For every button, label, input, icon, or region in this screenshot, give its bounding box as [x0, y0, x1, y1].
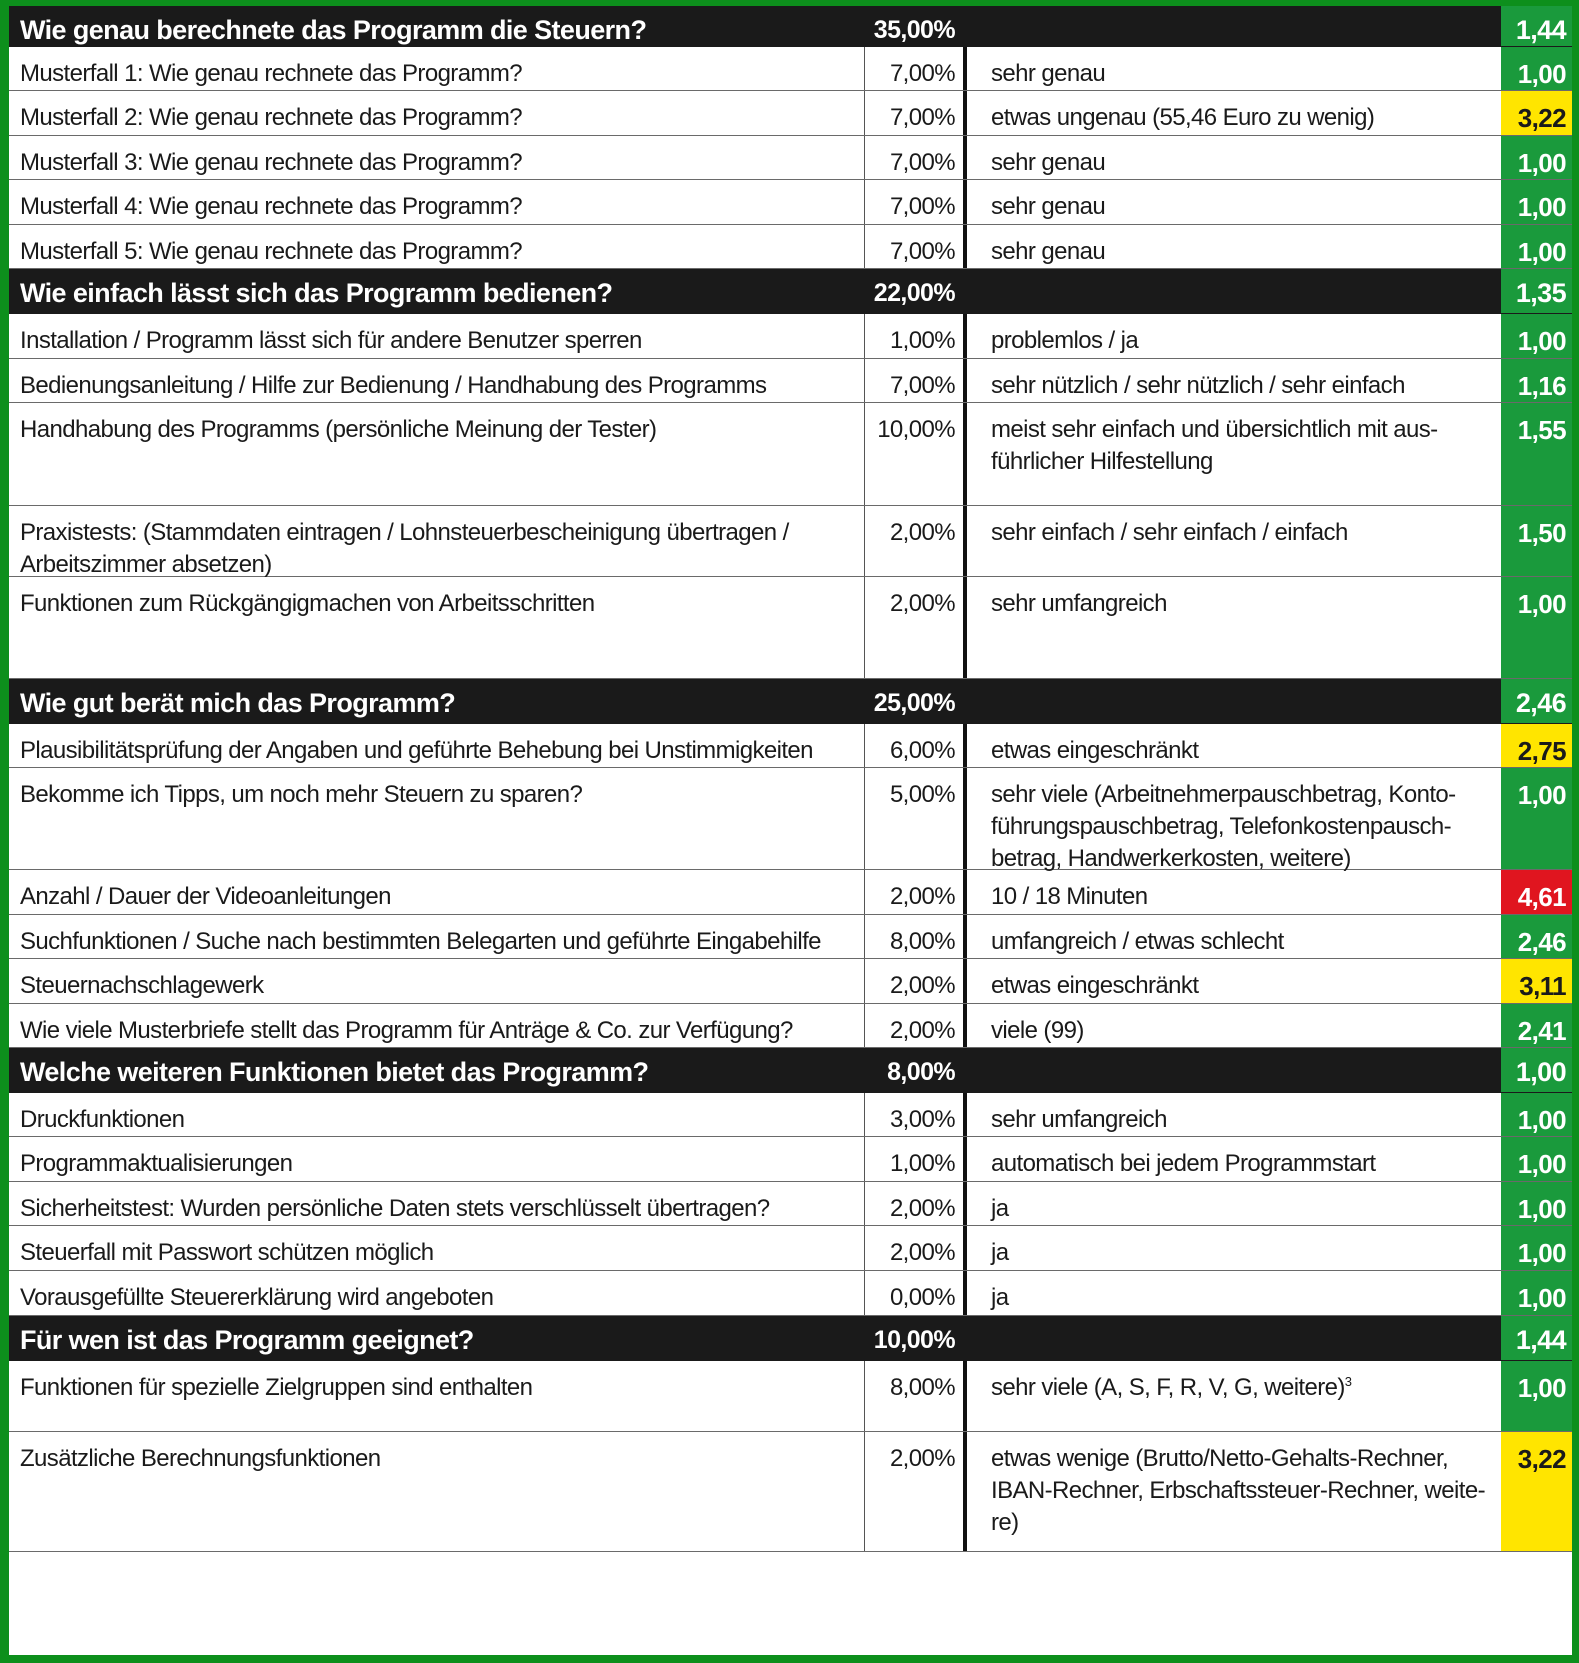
section-header-row — [9, 679, 1572, 724]
grade-cell: 1,55 — [1501, 403, 1572, 505]
result-cell: ja — [963, 1271, 1501, 1315]
weight-cell: 8,00% — [887, 1058, 955, 1086]
section-title: Wie einfach lässt sich das Programm bedienen? — [20, 278, 613, 308]
criterion-cell: Musterfall 2: Wie genau rechnete das Programm? — [9, 91, 865, 135]
result-cell: sehr genau — [963, 47, 1501, 90]
section-header-row — [9, 1048, 1572, 1093]
weight-cell: 10,00% — [877, 416, 955, 443]
grade-cell: 1,00 — [1501, 1182, 1572, 1225]
table-row — [9, 47, 1572, 91]
result-cell: etwas ungenau (55,46 Euro zu wenig) — [963, 91, 1501, 135]
result-cell: sehr genau — [963, 180, 1501, 224]
criterion-cell: Anzahl / Dauer der Videoanleitungen — [9, 870, 865, 914]
criterion-cell: Musterfall 5: Wie genau rechnete das Programm? — [9, 225, 865, 268]
weight-cell: 7,00% — [889, 60, 955, 87]
grade-cell: 4,61 — [1501, 870, 1572, 914]
section-title: Wie genau berechnete das Programm die Steuern? — [20, 15, 647, 45]
result-cell: etwas wenige (Brutto/Netto-Gehalts-Rechner, IBAN-Rechner, Erbschaftssteuer-Rechner, weite- re) — [963, 1432, 1501, 1551]
weight-cell: 0,00% — [889, 1284, 955, 1311]
grade-cell: 1,00 — [1501, 577, 1572, 678]
weight-cell: 25,00% — [873, 689, 955, 717]
grade-cell: 1,00 — [1501, 1271, 1572, 1315]
criterion-cell: Praxistests: (Stammdaten eintragen / Lohnsteuerbescheinigung übertragen / Arbeitszimmer absetzen) — [9, 506, 865, 576]
table-row — [9, 959, 1572, 1004]
table-row — [9, 915, 1572, 959]
table-row — [9, 1226, 1572, 1271]
weight-cell: 8,00% — [889, 1374, 955, 1401]
weight-cell: 1,00% — [889, 327, 955, 354]
result-cell: sehr genau — [963, 136, 1501, 179]
result-cell: sehr viele (Arbeitnehmerpauschbetrag, Konto- führungspauschbetrag, Telefonkostenpausch- betrag, Handwerkerkosten, weitere) — [963, 768, 1501, 869]
weight-cell: 10,00% — [873, 1326, 955, 1354]
grade-cell: 1,00 — [1501, 1361, 1572, 1431]
weight-cell: 7,00% — [889, 372, 955, 399]
weight-cell: 2,00% — [889, 590, 955, 617]
result-cell: sehr umfangreich — [963, 1093, 1501, 1136]
grade-cell: 1,44 — [1501, 1316, 1572, 1360]
criterion-cell: Musterfall 1: Wie genau rechnete das Programm? — [9, 47, 865, 90]
grade-cell: 1,44 — [1501, 6, 1572, 46]
grade-cell: 2,41 — [1501, 1004, 1572, 1047]
grade-cell: 1,00 — [1501, 47, 1572, 90]
grade-cell: 1,00 — [1501, 1048, 1572, 1092]
grade-cell: 1,00 — [1501, 136, 1572, 179]
grade-cell: 1,50 — [1501, 506, 1572, 576]
weight-cell: 7,00% — [889, 193, 955, 220]
result-cell — [963, 1048, 1501, 1092]
grade-cell: 1,00 — [1501, 1093, 1572, 1136]
weight-cell: 22,00% — [873, 279, 955, 307]
weight-cell: 2,00% — [889, 1195, 955, 1222]
criterion-cell: Zusätzliche Berechnungsfunktionen — [9, 1432, 865, 1551]
result-cell — [963, 679, 1501, 723]
criterion-cell: Sicherheitstest: Wurden persönliche Daten stets verschlüsselt übertragen? — [9, 1182, 865, 1225]
criterion-cell: Plausibilitätsprüfung der Angaben und geführte Behebung bei Unstimmigkeiten — [9, 724, 865, 767]
weight-cell: 7,00% — [889, 149, 955, 176]
table-row — [9, 506, 1572, 577]
weight-cell: 2,00% — [889, 972, 955, 999]
criterion-cell: Installation / Programm lässt sich für andere Benutzer sperren — [9, 314, 865, 358]
grade-cell: 2,46 — [1501, 679, 1572, 723]
table-row — [9, 180, 1572, 225]
footnote-marker: 3 — [1344, 1374, 1352, 1389]
criterion-cell: Steuernachschlagewerk — [9, 959, 865, 1003]
weight-cell: 2,00% — [889, 883, 955, 910]
grade-cell: 3,22 — [1501, 91, 1572, 135]
result-cell: automatisch bei jedem Programmstart — [963, 1137, 1501, 1181]
result-cell: sehr einfach / sehr einfach / einfach — [963, 506, 1501, 576]
table-row — [9, 136, 1572, 180]
result-cell: etwas eingeschränkt — [963, 724, 1501, 767]
result-cell: sehr umfangreich — [963, 577, 1501, 678]
table-row — [9, 724, 1572, 768]
grade-cell: 2,46 — [1501, 915, 1572, 958]
result-cell: ja — [963, 1182, 1501, 1225]
table-row — [9, 1361, 1572, 1432]
result-cell: viele (99) — [963, 1004, 1501, 1047]
result-cell: 10 / 18 Minuten — [963, 870, 1501, 914]
criterion-cell: Steuerfall mit Passwort schützen möglich — [9, 1226, 865, 1270]
criterion-cell: Wie viele Musterbriefe stellt das Programm für Anträge & Co. zur Verfügung? — [9, 1004, 865, 1047]
criterion-cell: Druckfunktionen — [9, 1093, 865, 1136]
section-title: Für wen ist das Programm geeignet? — [20, 1325, 474, 1355]
weight-cell: 35,00% — [873, 16, 955, 44]
section-header-row — [9, 6, 1572, 47]
criterion-cell: Bekomme ich Tipps, um noch mehr Steuern zu sparen? — [9, 768, 865, 869]
section-title: Wie gut berät mich das Programm? — [20, 688, 456, 718]
weight-cell: 8,00% — [889, 928, 955, 955]
grade-cell: 1,00 — [1501, 768, 1572, 869]
criterion-cell: Programmaktualisierungen — [9, 1137, 865, 1181]
criterion-cell: Musterfall 3: Wie genau rechnete das Programm? — [9, 136, 865, 179]
result-cell: problemlos / ja — [963, 314, 1501, 358]
grade-cell: 3,11 — [1501, 959, 1572, 1003]
result-cell — [963, 269, 1501, 313]
weight-cell: 2,00% — [889, 1445, 955, 1472]
weight-cell: 6,00% — [889, 737, 955, 764]
criterion-cell: Vorausgefüllte Steuererklärung wird angeboten — [9, 1271, 865, 1315]
result-cell — [963, 6, 1501, 46]
result-cell: etwas eingeschränkt — [963, 959, 1501, 1003]
table-row — [9, 403, 1572, 506]
grade-cell: 1,00 — [1501, 225, 1572, 268]
weight-cell: 5,00% — [889, 781, 955, 808]
table-row — [9, 359, 1572, 403]
section-header-row — [9, 269, 1572, 314]
table-row — [9, 1182, 1572, 1226]
criterion-cell: Musterfall 4: Wie genau rechnete das Programm? — [9, 180, 865, 224]
result-cell: sehr viele (A, S, F, R, V, G, weitere)$^3$ — [963, 1361, 1501, 1431]
grade-cell: 1,00 — [1501, 314, 1572, 358]
result-cell: meist sehr einfach und übersichtlich mit aus- führlicher Hilfestellung — [963, 403, 1501, 505]
result-cell: umfangreich / etwas schlecht — [963, 915, 1501, 958]
table-row — [9, 1432, 1572, 1552]
table-row — [9, 314, 1572, 359]
table-row — [9, 91, 1572, 136]
grade-cell: 1,00 — [1501, 1137, 1572, 1181]
table-row — [9, 577, 1572, 679]
grade-cell: 1,35 — [1501, 269, 1572, 313]
grade-cell: 1,16 — [1501, 359, 1572, 402]
weight-cell: 2,00% — [889, 519, 955, 546]
table-row — [9, 768, 1572, 870]
weight-cell: 2,00% — [889, 1239, 955, 1266]
table-row — [9, 1271, 1572, 1316]
table-row — [9, 1137, 1572, 1182]
result-cell — [963, 1316, 1501, 1360]
grade-cell: 1,00 — [1501, 180, 1572, 224]
table-row — [9, 1093, 1572, 1137]
criterion-cell: Suchfunktionen / Suche nach bestimmten Belegarten und geführte Eingabehilfe — [9, 915, 865, 958]
table-row — [9, 225, 1572, 269]
table-row — [9, 870, 1572, 915]
criterion-cell: Funktionen für spezielle Zielgruppen sind enthalten — [9, 1361, 865, 1431]
criterion-cell: Bedienungsanleitung / Hilfe zur Bedienung / Handhabung des Programms — [9, 359, 865, 402]
result-cell: ja — [963, 1226, 1501, 1270]
grade-cell: 3,22 — [1501, 1432, 1572, 1551]
result-cell: sehr nützlich / sehr nützlich / sehr einfach — [963, 359, 1501, 402]
grade-cell: 1,00 — [1501, 1226, 1572, 1270]
criterion-cell: Handhabung des Programms (persönliche Meinung der Tester) — [9, 403, 865, 505]
section-header-row — [9, 1316, 1572, 1361]
weight-cell: 2,00% — [889, 1017, 955, 1044]
grade-cell: 2,75 — [1501, 724, 1572, 767]
rating-table — [9, 6, 1572, 1655]
result-cell: sehr genau — [963, 225, 1501, 268]
table-row — [9, 1004, 1572, 1048]
criterion-cell: Funktionen zum Rückgängigmachen von Arbeitsschritten — [9, 577, 865, 678]
weight-cell: 7,00% — [889, 104, 955, 131]
section-title: Welche weiteren Funktionen bietet das Programm? — [20, 1057, 649, 1087]
weight-cell: 1,00% — [889, 1150, 955, 1177]
weight-cell: 3,00% — [889, 1106, 955, 1133]
weight-cell: 7,00% — [889, 238, 955, 265]
